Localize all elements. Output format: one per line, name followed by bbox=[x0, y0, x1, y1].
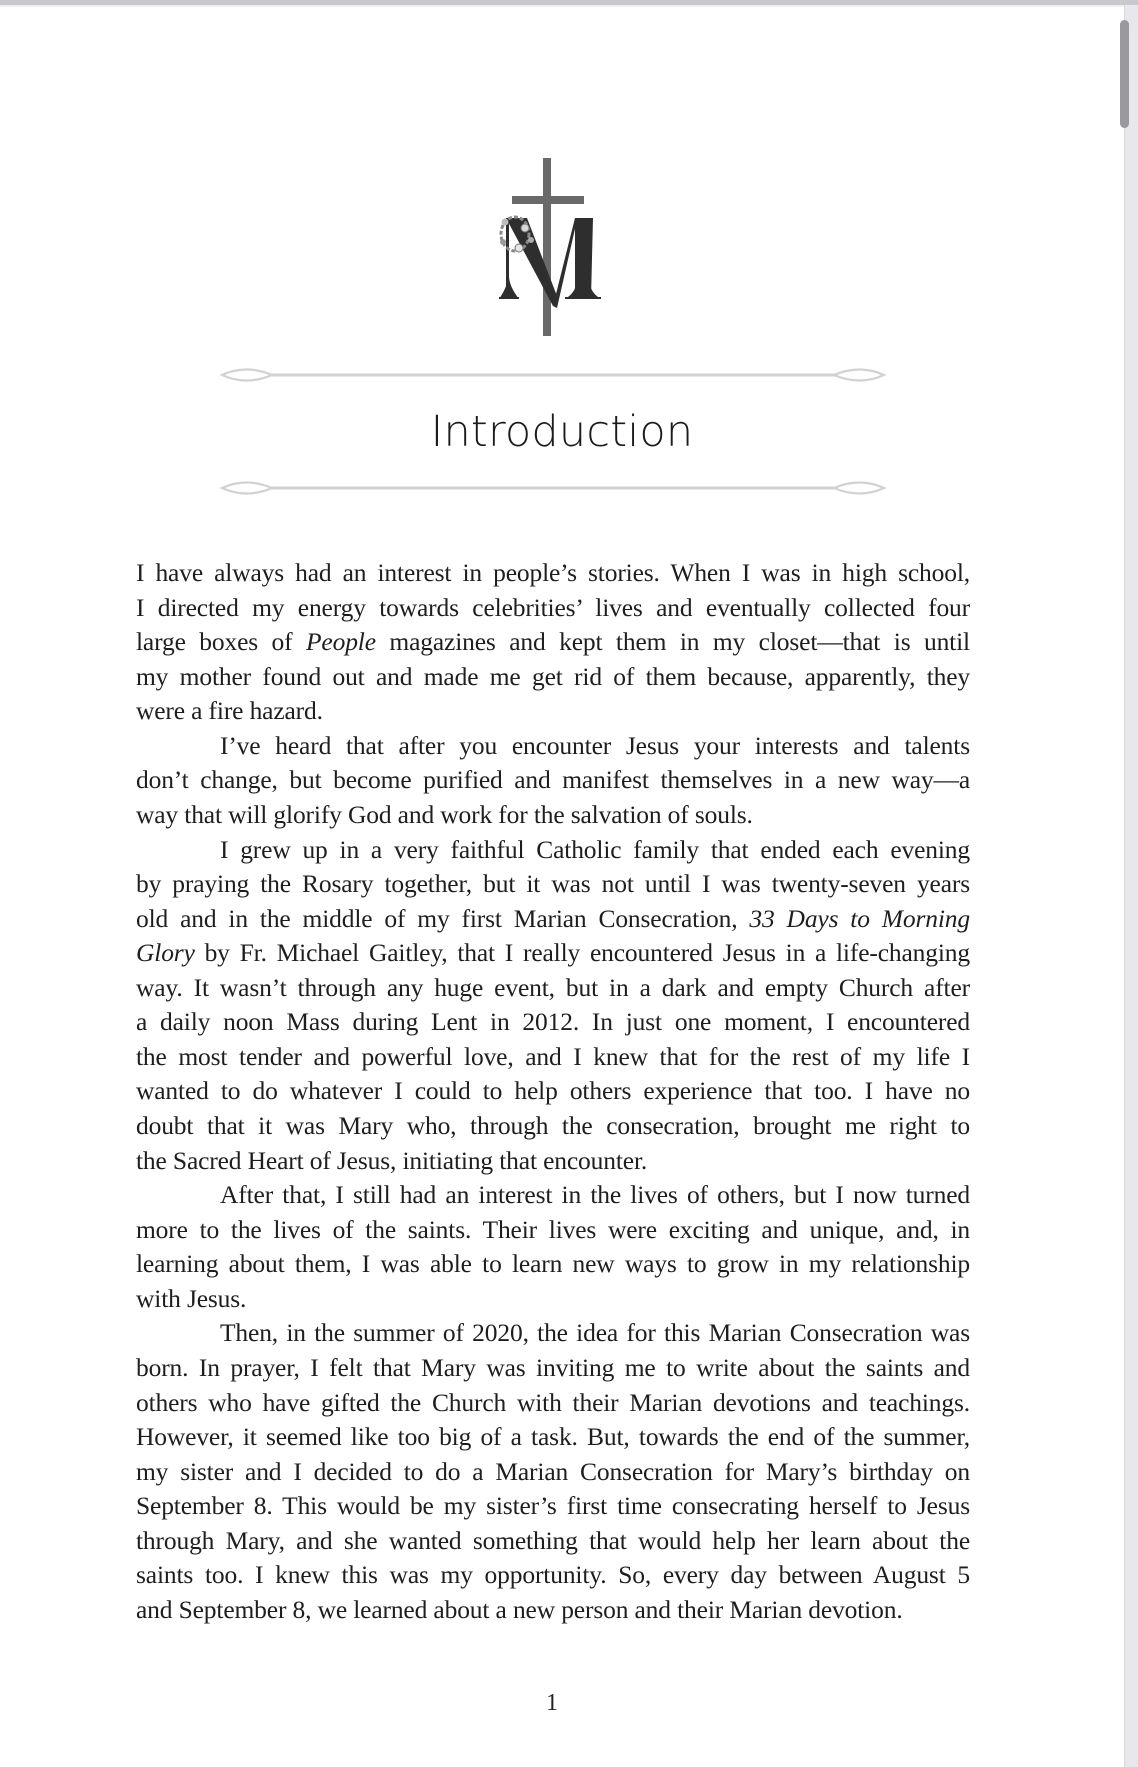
text-line bbox=[136, 1420, 970, 1455]
text-line bbox=[136, 1040, 970, 1075]
text-run: September 8. This would be my sister’s first time consecrating herself to Jesus bbox=[136, 1491, 970, 1521]
text-line bbox=[136, 833, 970, 868]
text-run: more to the lives of the saints. Their lives were exciting and unique, and, in bbox=[136, 1214, 970, 1244]
text-run: However, it seemed like too big of a task. But, towards the end of the summer, bbox=[136, 1422, 970, 1452]
italic-title: People bbox=[306, 627, 376, 657]
text-line bbox=[136, 660, 970, 695]
viewer-top-shadow bbox=[0, 5, 1124, 7]
text-line bbox=[136, 591, 970, 626]
text-line bbox=[136, 867, 970, 902]
text-run: doubt that it was Mary who, through the consecration, brought me right to bbox=[136, 1111, 970, 1140]
text-line bbox=[136, 1489, 970, 1524]
text-run: the Sacred Heart of Jesus, initiating that encounter. bbox=[136, 1145, 648, 1175]
text-line bbox=[136, 1524, 970, 1559]
text-line bbox=[136, 1386, 970, 1421]
text-line bbox=[136, 971, 970, 1006]
text-run: my sister and I decided to do a Marian Consecration for Mary’s birthday on bbox=[136, 1456, 970, 1486]
text-run: through Mary, and she wanted something that would help her learn about the bbox=[136, 1525, 970, 1555]
scrollbar-track[interactable] bbox=[1124, 5, 1138, 1767]
text-run: wanted to do whatever I could to help others experience that too. I have no bbox=[136, 1076, 970, 1106]
paragraph bbox=[136, 729, 970, 833]
text-line bbox=[136, 1178, 970, 1213]
text-run: After that, I still had an interest in the lives of others, but I now turned bbox=[220, 1180, 970, 1210]
text-run: magazines and kept them in my closet—that is until bbox=[375, 627, 970, 657]
text-run: born. In prayer, I felt that Mary was inviting me to write about the saints and bbox=[136, 1352, 970, 1382]
text-run: I’ve heard that after you encounter Jesus your interests and talents bbox=[220, 730, 970, 760]
cross-monogram-icon bbox=[495, 158, 605, 336]
text-run: and September 8, we learned about a new person and their Marian devotion. bbox=[136, 1594, 903, 1624]
italic-title: Glory bbox=[136, 938, 195, 968]
body-text bbox=[136, 556, 970, 1627]
text-run: by Fr. Michael Gaitley, that I really encountered Jesus in a life-changing bbox=[194, 938, 970, 968]
cross-horizontal-bar bbox=[512, 196, 584, 204]
paragraph bbox=[136, 556, 970, 729]
text-run: way that will glorify God and work for the salvation of souls. bbox=[136, 799, 753, 829]
text-run: large boxes of bbox=[136, 627, 306, 657]
text-line bbox=[136, 1593, 970, 1628]
ornamental-divider-bottom bbox=[220, 478, 886, 498]
text-line bbox=[136, 556, 970, 591]
page-number: 1 bbox=[546, 1690, 558, 1716]
ornamental-divider-top bbox=[220, 365, 886, 385]
text-run: with Jesus. bbox=[136, 1283, 247, 1313]
text-run: a daily noon Mass during Lent in 2012. In just one moment, I encountered bbox=[136, 1007, 970, 1037]
text-line bbox=[136, 1109, 970, 1144]
text-line bbox=[136, 798, 970, 833]
text-run: the most tender and powerful love, and I knew that for the rest of my life I bbox=[136, 1041, 970, 1071]
text-run: saints too. I knew this was my opportunity. So, every day between August 5 bbox=[136, 1560, 970, 1590]
text-run: I grew up in a very faithful Catholic family that ended each evening bbox=[220, 834, 970, 864]
text-run: don’t change, but become purified and manifest themselves in a new way—a bbox=[136, 765, 970, 795]
italic-title: 33 Days to Morning bbox=[749, 903, 970, 933]
text-line bbox=[136, 694, 970, 729]
text-line bbox=[136, 1005, 970, 1040]
text-run: old and in the middle of my first Marian Consecration, bbox=[136, 903, 750, 933]
text-run: Then, in the summer of 2020, the idea for this Marian Consecration was bbox=[220, 1318, 970, 1348]
text-line bbox=[136, 1282, 970, 1317]
text-line bbox=[136, 1144, 970, 1179]
text-line bbox=[136, 1074, 970, 1109]
paragraph bbox=[136, 1178, 970, 1316]
text-run: by praying the Rosary together, but it was not until I was twenty-seven years bbox=[136, 869, 970, 899]
paragraph bbox=[136, 1316, 970, 1627]
text-run: my mother found out and made me get rid of them because, apparently, they bbox=[136, 661, 970, 691]
text-line bbox=[136, 1213, 970, 1248]
text-line bbox=[136, 729, 970, 764]
text-run: others who have gifted the Church with their Marian devotions and teachings. bbox=[136, 1387, 970, 1417]
text-line bbox=[136, 1316, 970, 1351]
text-run: were a fire hazard. bbox=[136, 696, 323, 726]
text-run: I directed my energy towards celebrities’ lives and eventually collected four bbox=[136, 592, 970, 622]
text-run: way. It wasn’t through any huge event, but in a dark and empty Church after bbox=[136, 972, 970, 1002]
text-line bbox=[136, 1455, 970, 1490]
text-run: learning about them, I was able to learn new ways to grow in my relationship bbox=[136, 1249, 970, 1279]
text-run: I have always had an interest in people’s stories. When I was in high school, bbox=[136, 558, 970, 587]
text-line bbox=[136, 625, 970, 660]
text-line bbox=[136, 936, 970, 971]
paragraph bbox=[136, 833, 970, 1179]
text-line bbox=[136, 1351, 970, 1386]
text-line bbox=[136, 902, 970, 937]
scrollbar-thumb[interactable] bbox=[1120, 20, 1129, 128]
cross-vertical-bar bbox=[543, 158, 551, 336]
text-line bbox=[136, 1558, 970, 1593]
text-line bbox=[136, 763, 970, 798]
text-line bbox=[136, 1247, 970, 1282]
chapter-title: Introduction bbox=[430, 407, 694, 457]
